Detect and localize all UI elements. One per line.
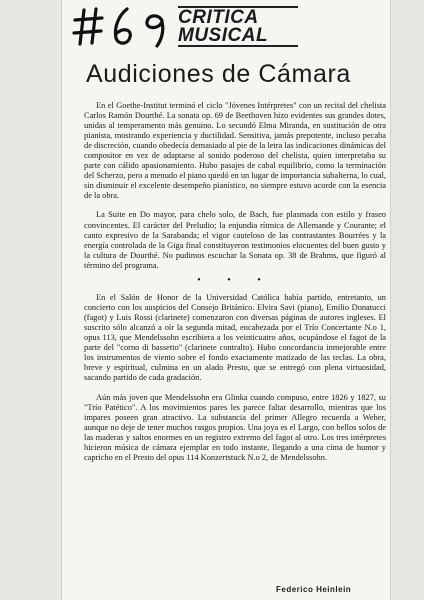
section-line-2: MUSICAL <box>178 25 269 46</box>
section-line-1: CRITICA <box>178 7 259 28</box>
section-header <box>178 6 298 47</box>
article-headline: Audiciones de Cámara <box>86 60 351 88</box>
article-paragraph-3: En el Salón de Honor de la Universidad Católica había partido, entretanto, un concierto con los auspicios del Consejo Británico. Elvira Savi (piano), Emilio Donatucci (fagot) y Luis Rossi (clarinete) comenzaron con diversas páginas de autores ingleses. El suscrito sólo alcanzó a oír la segunda mitad, encabezada por el Trío Concertante N.o 1, opus 113, que Mendelssohn escribiera a los veinticuatro años, ocupándose el fagot de la parte del "corno di bassetto" (clarinete contralto). Hubo concordancia inmejorable entre los instrumentos de viento sobre el fondo exactamente matizado de las teclas. La obra, breve y espiritual, culmina en un alado Presto, que se entregó con plena virtuosidad, sacando partido de cada gradación. <box>84 292 386 383</box>
section-separator: • • • <box>197 274 273 286</box>
handwritten-note-drawing <box>72 6 177 48</box>
author-signature: Federico Heinlein <box>276 585 352 594</box>
article-body <box>84 101 386 473</box>
article-paragraph-1: En el Goethe-Institut terminó el ciclo "Jóvenes Intérpretes" con un recital del chelista Carlos Ramón Dourthé. La sonata op. 69 de Beethoven hizo evidentes sus grandes dotes, unidas al temperamento más genuino. Lo secundó Elma Miranda, en sustitución de otra pianista, mostrando experiencia y ductilidad. Sensitiva, jamás prepotente, incluso pecaba de discreción, cuando obedecía demasiado al pie de la letra las indicaciones dinámicas del compositor en vez de adaptarse al sonido poderoso del chelista, quien interpretaba su parte con cálido apasionamiento. Hubo pasajes de cabal equilibrio, como la terminación del Scherzo, pero a menudo el piano quedó en un lugar de importancia subalterna, lo cual, sin disminuir el excelente desempeño pianístico, no siempre estuvo acorde con la esencia de la obra. <box>84 101 386 201</box>
article-paragraph-2: La Suite en Do mayor, para chelo solo, de Bach, fue plasmada con estilo y fraseo convincentes. El carácter del Preludio; la enjundia rítmica de Allemande y Courante; el canto expresivo de la Sarabanda; el vigor cauteloso de las contrastantes Bourrées y la energía controlada de la Giga final constituyeron testimonios elocuentes del buen gusto y la cultura de Dourthé. No pudimos escuchar la Sonata op. 38 de Brahms, que figuró al término del programa. <box>84 210 386 270</box>
article-paragraph-4: Aún más joven que Mendelssohn era Glinka cuando compuso, entre 1826 y 1827, su "Trío Patético". A los movimientos pares les parece faltar desarrollo, mientras que los impares poseen gran atractivo. La substancia del primer Allegro recuerda a Weber, aunque no deje de tener muchos rasgos propios. Una joya es el Largo, con bellos solos de las maderas y saltos enormes en un registro extremo del fagot al otro. Los tres intérpretes hicieron música de cámara ejemplar en todo instante, llegando a una cima de humor y capricho en el Presto del opus 114 Konzertstuck N.o 2, de Mendelssohn. <box>84 393 386 463</box>
